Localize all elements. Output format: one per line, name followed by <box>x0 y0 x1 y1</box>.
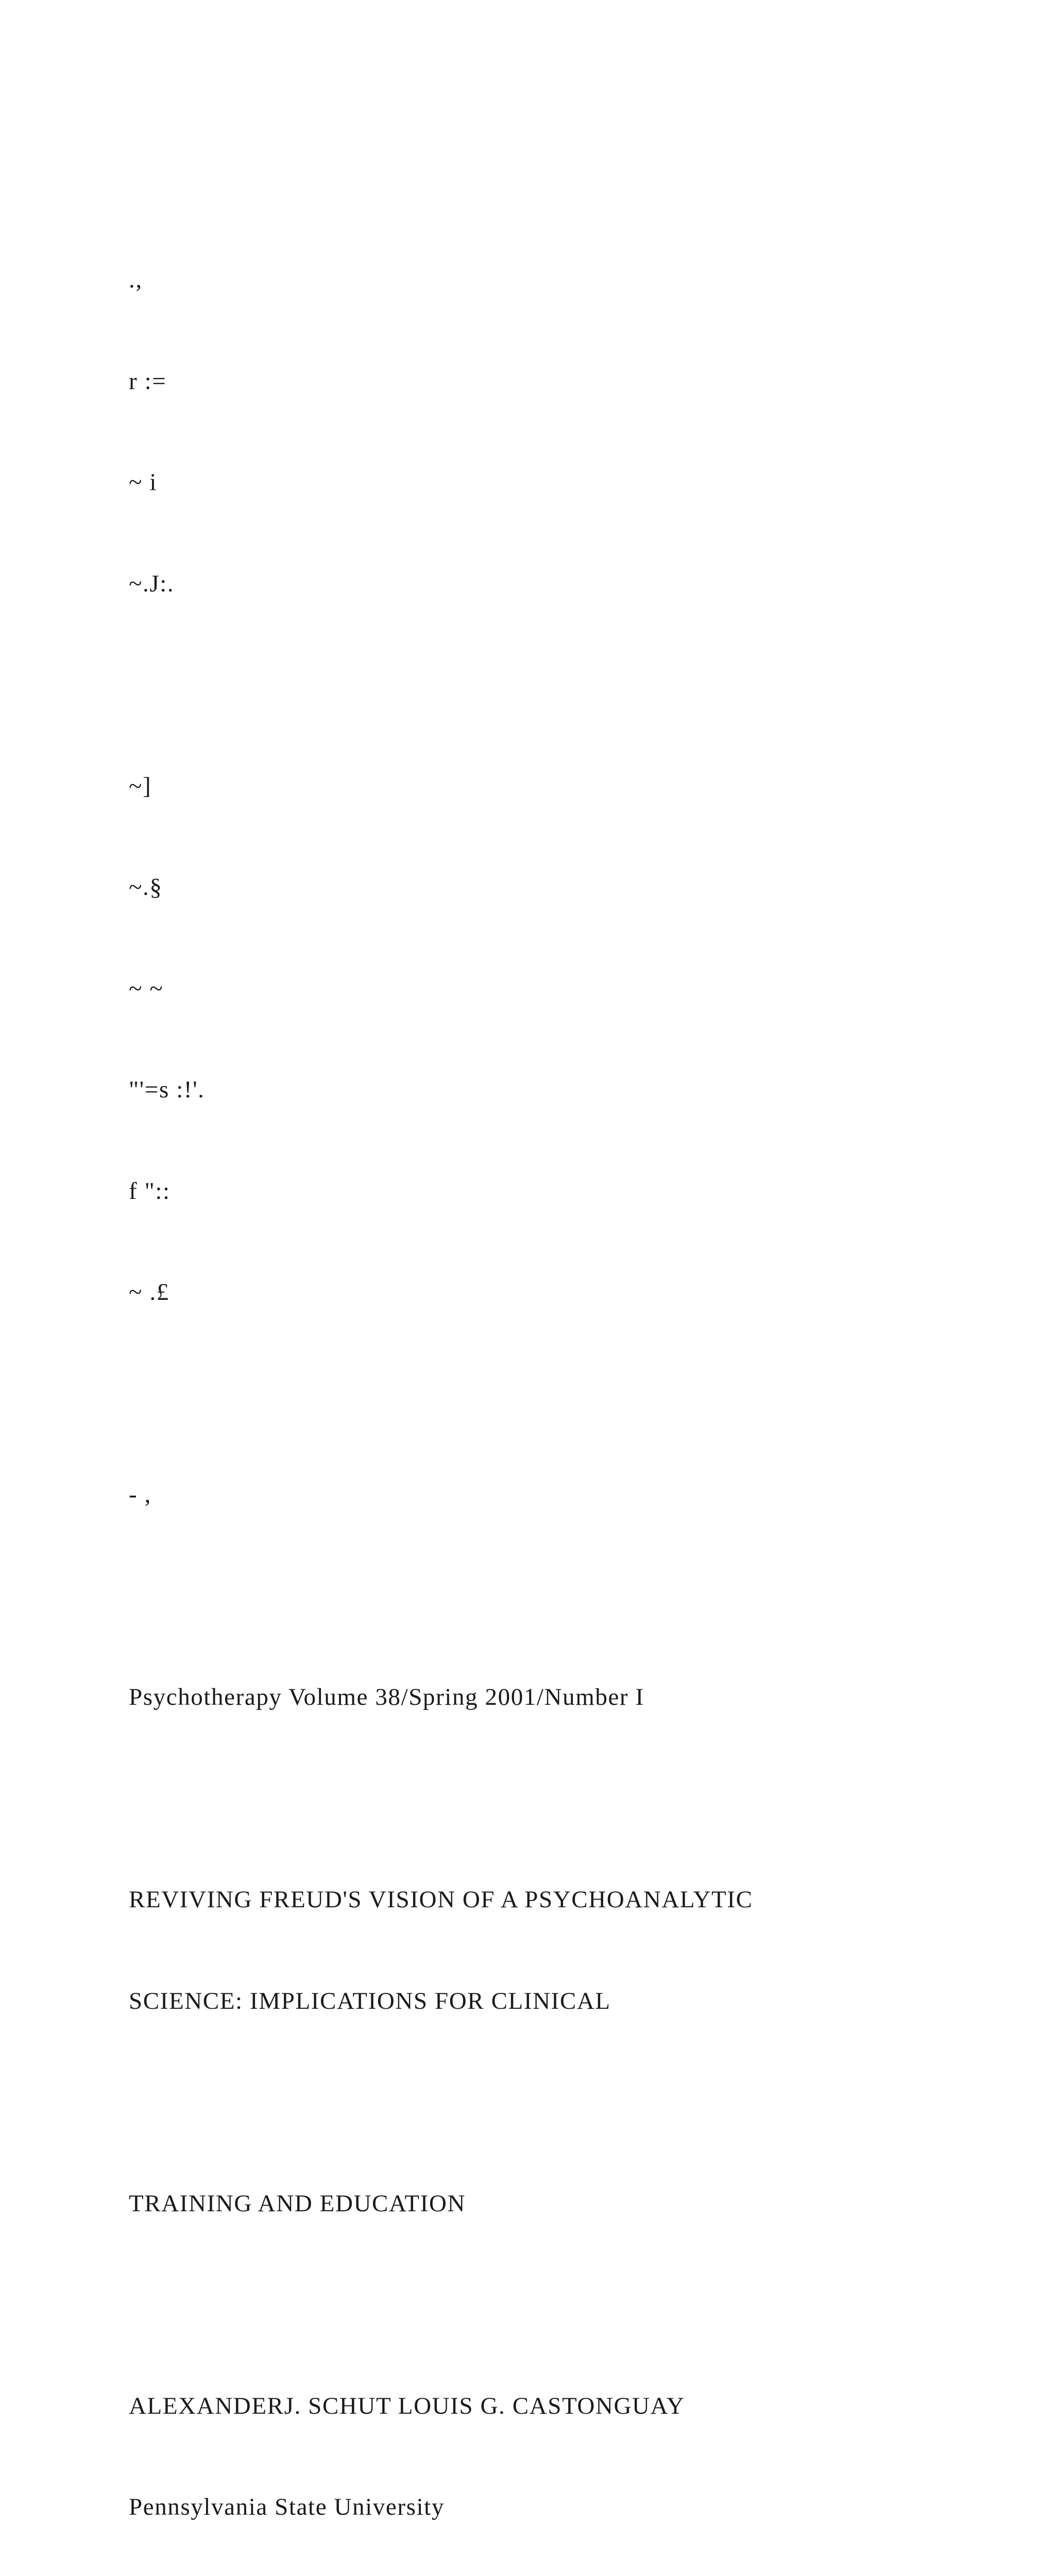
article-title-line-2: SCIENCE: IMPLICATIONS FOR CLINICAL <box>129 1987 611 2014</box>
blank-line <box>129 1580 1005 1614</box>
ocr-fragment: - , <box>129 1481 151 1508</box>
journal-citation: Psychotherapy Volume 38/Spring 2001/Number I <box>129 1684 644 1710</box>
article-title-line-1: REVIVING FREUD'S VISION OF A PSYCHOANALYTIC <box>129 1886 753 1913</box>
ocr-fragment: r := <box>129 367 167 395</box>
ocr-fragment: ~.J:. <box>129 570 175 597</box>
ocr-fragment: "'=s :!'. <box>129 1076 205 1103</box>
document-page <box>129 196 1005 2576</box>
ocr-fragment: ~ ~ <box>129 975 164 1002</box>
blank-line <box>129 668 1005 702</box>
blank-line <box>129 2288 1005 2322</box>
ocr-fragment: f ":: <box>129 1177 171 1205</box>
ocr-fragment: ~.§ <box>129 874 163 901</box>
affiliation: Pennsylvania State University <box>129 2494 445 2520</box>
authors: ALEXANDERJ. SCHUT LOUIS G. CASTONGUAY <box>129 2392 685 2419</box>
ocr-fragment: ~ .£ <box>129 1279 169 1306</box>
ocr-fragment: ~ i <box>129 469 158 496</box>
blank-line <box>129 2086 1005 2120</box>
ocr-fragment: ~] <box>129 772 152 800</box>
ocr-fragment: ., <box>129 266 143 293</box>
blank-line <box>129 1377 1005 1411</box>
article-title-line-3: TRAINING AND EDUCATION <box>129 2190 466 2217</box>
blank-line <box>129 1782 1005 1816</box>
